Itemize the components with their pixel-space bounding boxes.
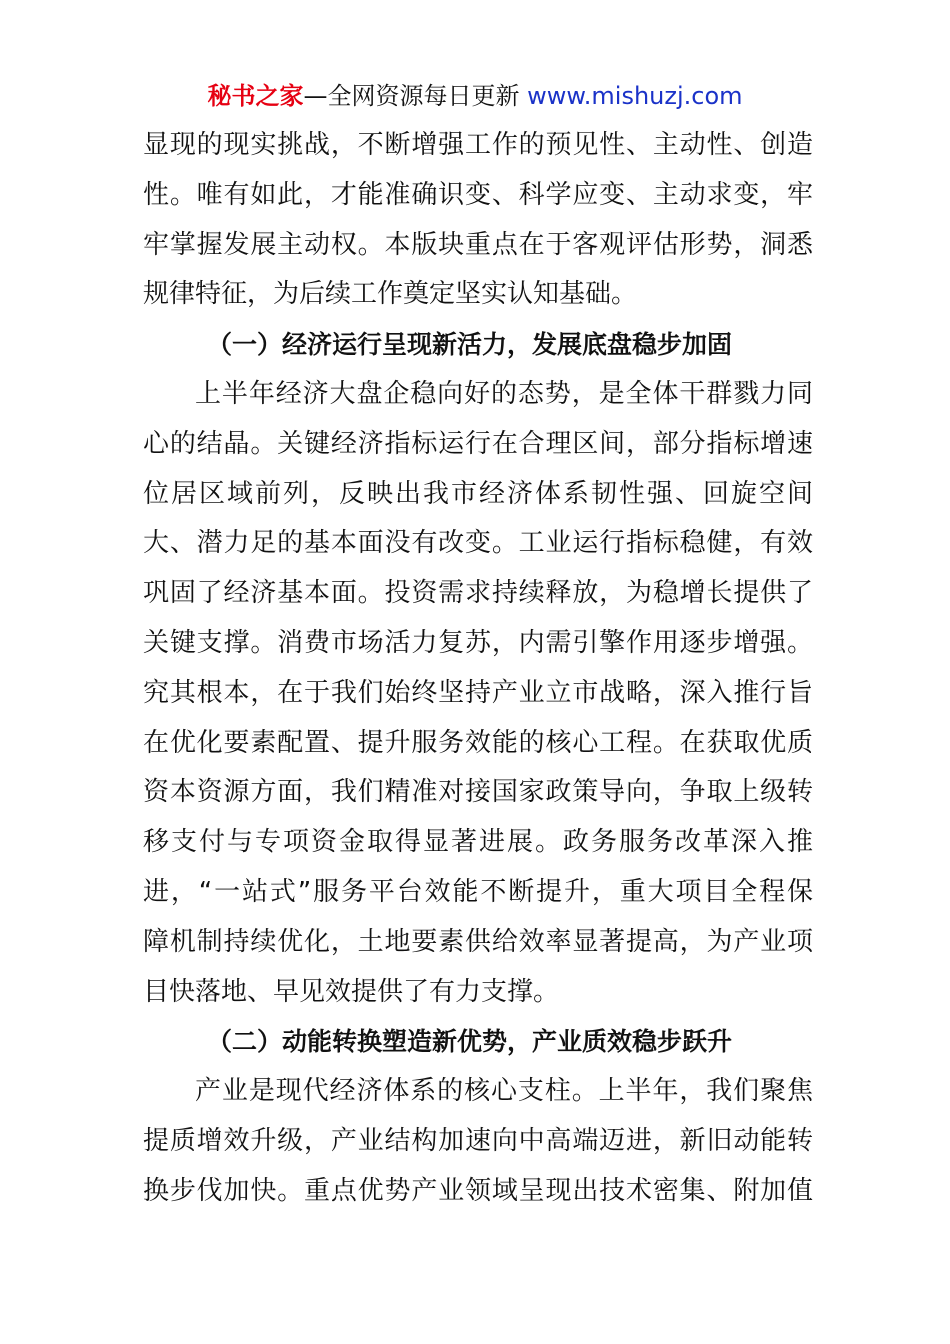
site-url-link[interactable]: www.mishuzj.com [527,82,743,110]
text-line: 性。唯有如此，才能准确识变、科学应变、主动求变，牢 [143,179,813,210]
text-line: 规律特征，为后续工作奠定坚实认知基础。 [143,279,638,310]
text-line: 移支付与专项资金取得显著进展。政务服务改革深入推 [143,827,813,858]
section-heading-2: （二）动能转换塑造新优势，产业质效稳步跃升 [207,1027,733,1057]
paragraph-start: 上半年经济大盘企稳向好的态势，是全体干群戮力同 [195,378,813,409]
text-line: 提质增效升级，产业结构加速向中高端迈进，新旧动能转 [143,1125,813,1156]
text-line: 大、潜力足的基本面没有改变。工业运行指标稳健，有效 [143,528,813,559]
text-line: 资本资源方面，我们精准对接国家政策导向，争取上级转 [143,777,813,808]
text-line: 究其根本，在于我们始终坚持产业立市战略，深入推行旨 [143,677,813,708]
document-body [143,121,813,1217]
text-line: 目快落地、早见效提供了有力支撑。 [143,976,560,1007]
text-line: 关键支撑。消费市场活力复苏，内需引擎作用逐步增强。 [143,627,813,658]
site-brand: 秘书之家 [207,82,304,110]
site-tagline: —全网资源每日更新 [303,82,528,110]
paragraph-start: 产业是现代经济体系的核心支柱。上半年，我们聚焦 [195,1076,813,1107]
text-line: 换步伐加快。重点优势产业领域呈现出技术密集、附加值 [143,1175,813,1206]
section-heading-1: （一）经济运行呈现新活力，发展底盘稳步加固 [207,330,733,360]
site-header [0,80,950,112]
text-line: 显现的现实挑战，不断增强工作的预见性、主动性、创造 [143,130,813,160]
text-line: 牢掌握发展主动权。本版块重点在于客观评估形势，洞悉 [143,229,813,260]
text-line: 在优化要素配置、提升服务效能的核心工程。在获取优质 [143,727,813,758]
text-line: 心的结晶。关键经济指标运行在合理区间，部分指标增速 [143,428,813,459]
text-line: 进，“一站式”服务平台效能不断提升，重大项目全程保 [143,876,813,907]
text-line: 障机制持续优化，土地要素供给效率显著提高，为产业项 [143,926,813,957]
text-line: 位居区域前列，反映出我市经济体系韧性强、回旋空间 [143,478,813,509]
text-line: 巩固了经济基本面。投资需求持续释放，为稳增长提供了 [143,578,813,609]
